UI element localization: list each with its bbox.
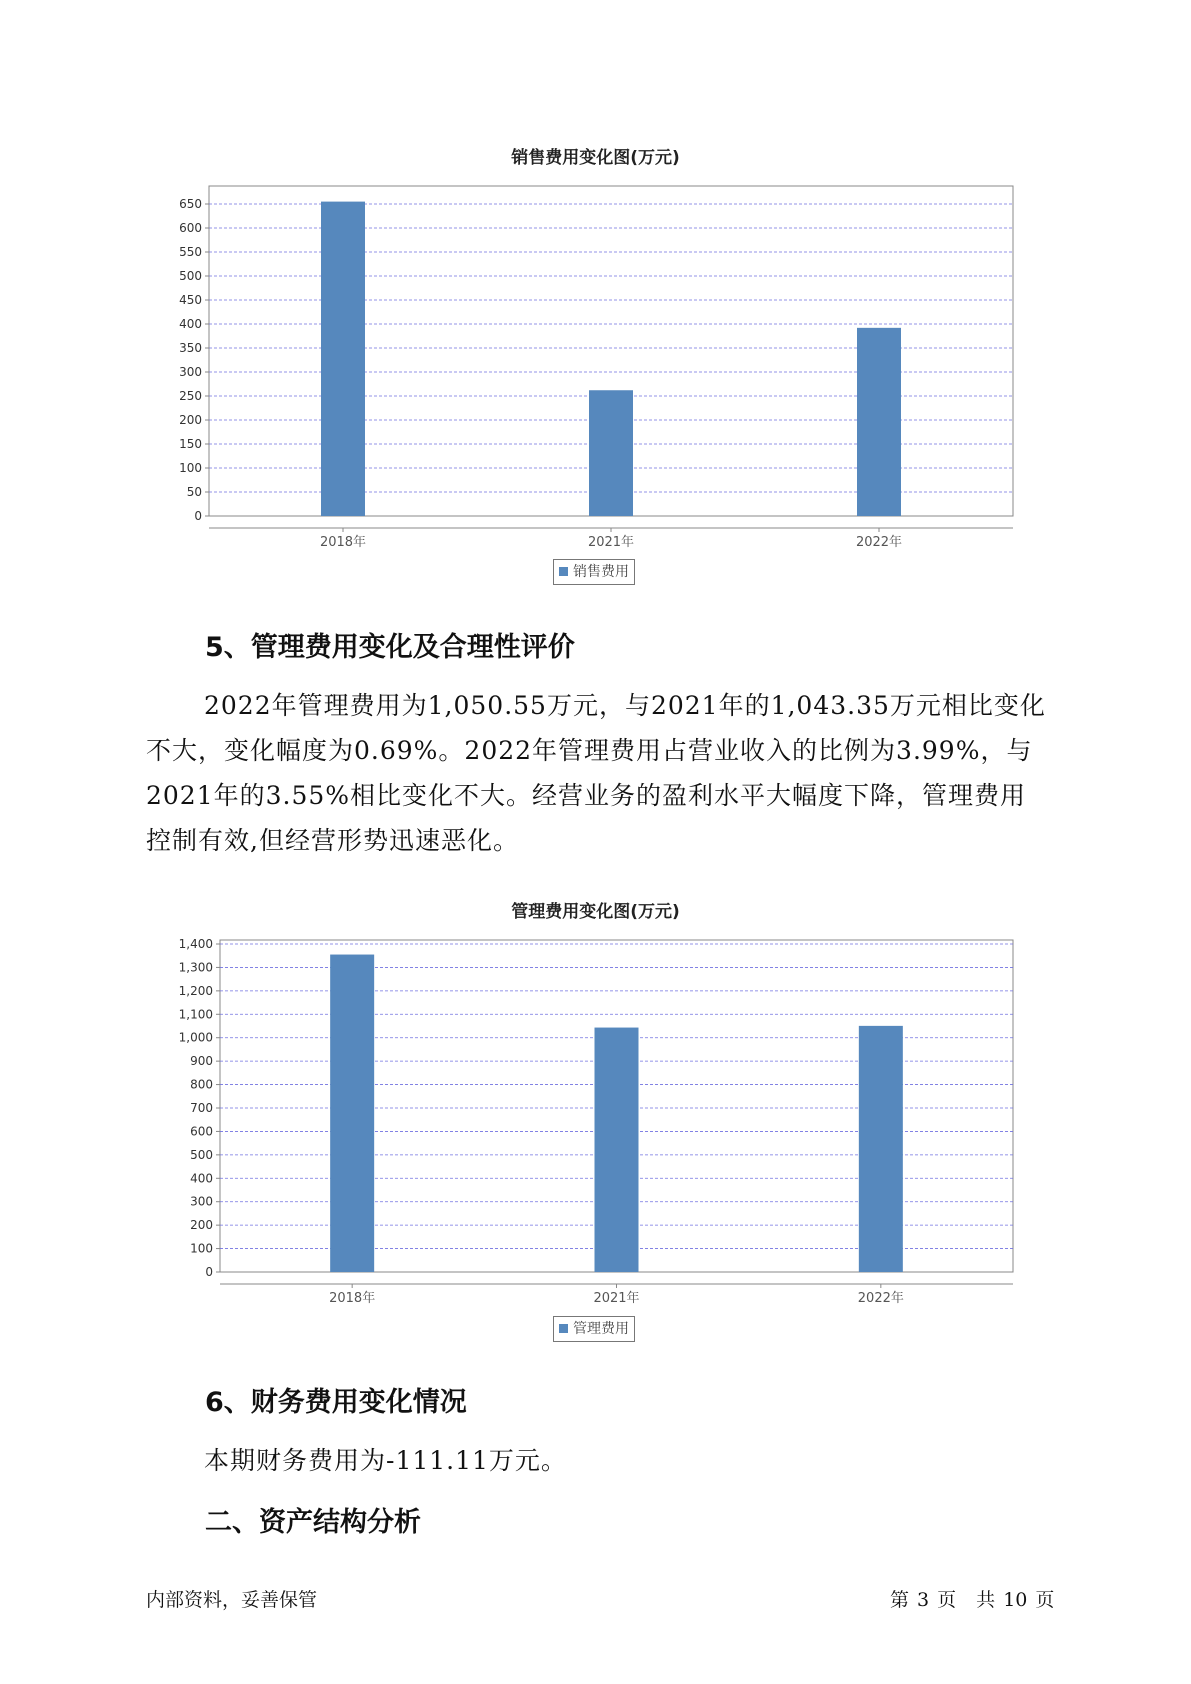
y-tick-label: 900 <box>190 1054 213 1069</box>
y-tick-label: 600 <box>190 1124 213 1139</box>
page-prefix: 第 <box>890 1589 910 1611</box>
section5-line-4: 控制有效,但经营形势迅速恶化。 <box>146 826 519 855</box>
y-tick-label: 500 <box>190 1147 213 1162</box>
legend-swatch <box>559 1324 568 1333</box>
y-tick-label: 0 <box>205 1265 213 1279</box>
section6-text: 本期财务费用为-111.11万元。 <box>204 1446 567 1475</box>
y-tick-label: 200 <box>179 413 202 427</box>
bar <box>595 1028 639 1272</box>
bar <box>321 202 365 516</box>
x-tick-label: 2018年 <box>329 1291 376 1306</box>
section5-line-1: 2022年管理费用为1,050.55万元，与2021年的1,043.35万元相比变化 <box>204 691 1046 720</box>
y-tick-label: 500 <box>179 269 202 283</box>
total-prefix: 共 <box>976 1589 996 1611</box>
y-tick-label: 1,300 <box>178 960 213 975</box>
y-tick-label: 450 <box>179 293 202 307</box>
page-unit: 页 <box>937 1589 957 1611</box>
x-tick-label: 2022年 <box>855 535 903 550</box>
page-number: 3 <box>917 1589 930 1611</box>
x-tick-label: 2018年 <box>319 535 367 550</box>
y-tick-label: 400 <box>179 317 202 331</box>
bar <box>330 955 374 1272</box>
y-tick-label: 300 <box>179 365 202 379</box>
sales-chart-title: 销售费用变化图(万元) <box>511 148 680 168</box>
legend-swatch <box>559 567 568 576</box>
y-tick-label: 550 <box>179 245 202 259</box>
y-tick-label: 150 <box>179 437 202 451</box>
sales-chart-legend <box>553 559 635 585</box>
y-tick-label: 200 <box>190 1218 213 1233</box>
y-tick-label: 700 <box>190 1101 213 1115</box>
x-tick-label: 2021年 <box>593 1291 640 1306</box>
y-tick-label: 100 <box>190 1241 213 1256</box>
y-tick-label: 300 <box>190 1194 213 1209</box>
total-unit: 页 <box>1035 1589 1055 1611</box>
y-tick-label: 600 <box>179 221 202 235</box>
bar <box>859 1026 903 1272</box>
bar <box>857 328 901 516</box>
x-tick-label: 2021年 <box>587 535 635 550</box>
x-tick-label: 2022年 <box>857 1291 904 1306</box>
section5-line-2: 不大，变化幅度为0.69%。2022年管理费用占营业收入的比例为3.99%，与 <box>146 736 1033 765</box>
y-tick-label: 1,400 <box>178 937 213 951</box>
section5-heading: 5、管理费用变化及合理性评价 <box>205 632 575 663</box>
footer-page-info <box>886 1585 1058 1612</box>
section6-heading: 6、财务费用变化情况 <box>205 1387 467 1418</box>
y-tick-label: 1,200 <box>178 983 213 998</box>
admin-chart-title: 管理费用变化图(万元) <box>511 902 680 922</box>
y-tick-label: 1,000 <box>178 1030 213 1045</box>
admin-chart-legend <box>553 1316 635 1342</box>
y-tick-label: 400 <box>190 1171 213 1186</box>
y-tick-label: 0 <box>194 509 202 523</box>
legend-label: 管理费用 <box>573 1321 629 1337</box>
y-tick-label: 1,100 <box>178 1007 213 1022</box>
footer-left: 内部资料，妥善保管 <box>146 1589 318 1611</box>
y-tick-label: 50 <box>186 485 202 499</box>
y-tick-label: 800 <box>190 1077 213 1092</box>
y-tick-label: 100 <box>179 461 202 475</box>
section-ii-heading: 二、资产结构分析 <box>205 1507 421 1538</box>
y-tick-label: 650 <box>179 197 202 211</box>
section5-line-3: 2021年的3.55%相比变化不大。经营业务的盈利水平大幅度下降，管理费用 <box>146 781 1027 810</box>
bar <box>589 390 633 516</box>
legend-label: 销售费用 <box>573 564 629 580</box>
y-tick-label: 350 <box>179 341 202 355</box>
total-pages: 10 <box>1003 1589 1028 1611</box>
y-tick-label: 250 <box>179 389 202 403</box>
